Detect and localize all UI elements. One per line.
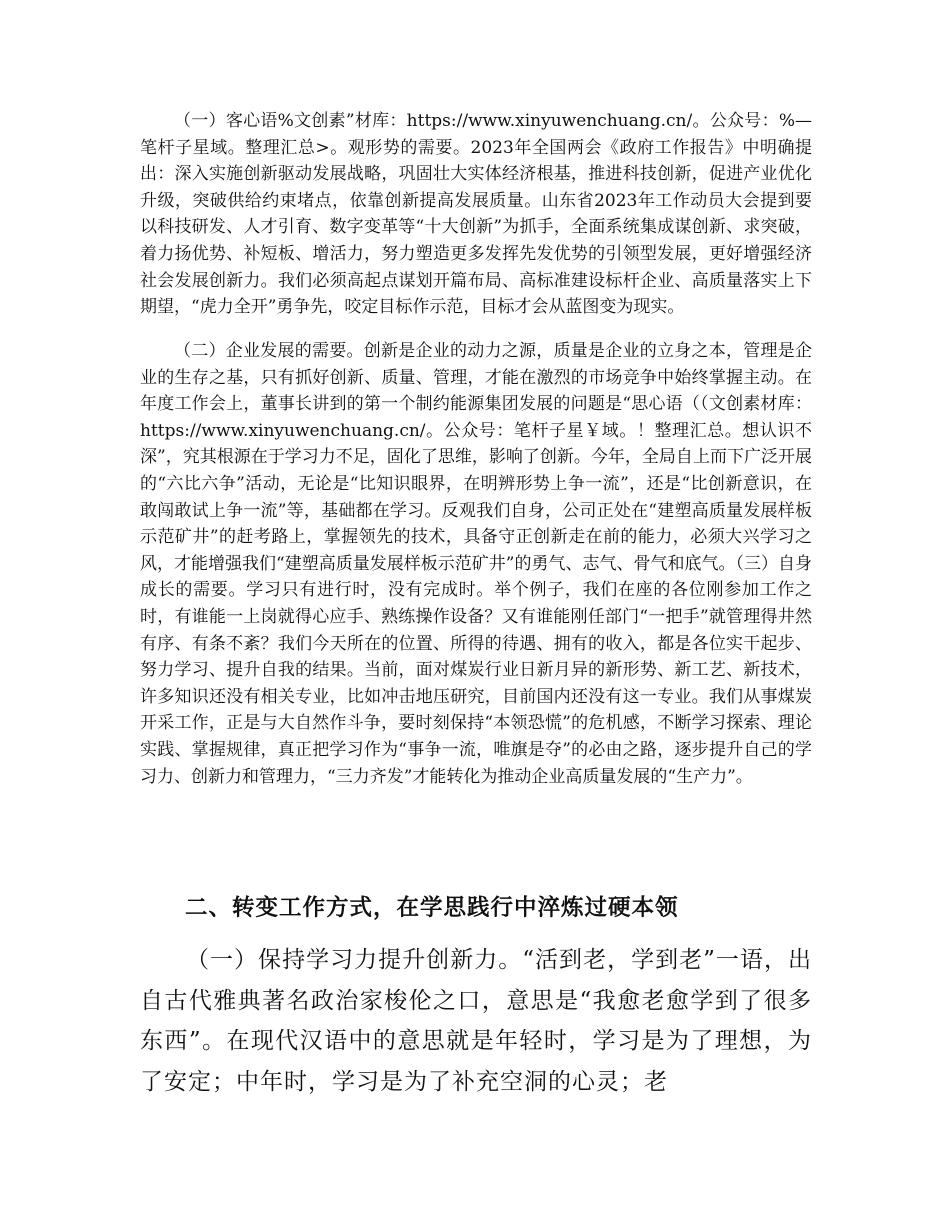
paragraph-learning-innovation: （一）保持学习力提升创新力。“活到老，学到老”一语，出自古代雅典著名政治家梭伦之口，意思是“我愈老愈学到了很多东西”。在现代汉语中的意思就是年轻时，学习是为了理想，为了安定；中年时，学习是为了补充空洞的心灵；老 xyxy=(140,947,812,1095)
paragraph-enterprise-need: （二）企业发展的需要。创新是企业的动力之源，质量是企业的立身之本，管理是企业的生存之基，只有抓好创新、质量、管理，才能在激烈的市场竞争中始终掌握主动。在年度工作会上，董事长讲到的第一个制约能源集团发展的问题是“思心语（（文创素材库：https://www.xinyuwenchuang.cn/。公众号：笔杆子星￥域。！整理汇总。想认识不深”，究其根源在于学习力不足，固化了思维，影响了创新。今年，全局自上而下广泛开展的“六比六争”活动，无论是“比知识眼界，在明辨形势上争一流”，还是“比创新意识，在敢闯敢试上争一流”等，基础都在学习。反观我们自身，公司正处在“建塑高质量发展样板示范矿井”的赶考路上，掌握领先的技术，具备守正创新走在前的能力，必须大兴学习之风，才能增强我们“建塑高质量发展样板示范矿井”的勇气、志气、骨气和底气。（三）自身成长的需要。学习只有进行时，没有完成时。举个例子，我们在座的各位刚参加工作之时，有谁能一上岗就得心应手、熟练操作设备？又有谁能刚任部门“一把手”就管理得井然有序、有条不紊？我们今天所在的位置、所得的待遇、拥有的收入，都是各位实干起步、努力学习、提升自我的结果。当前，面对煤炭行业日新月异的新形势、新工艺、新技术，许多知识还没有相关专业，比如冲击地压研究，目前国内还没有这一专业。我们从事煤炭开采工作，正是与大自然作斗争，要时刻保持“本领恐慌”的危机感，不断学习探索、理论实践、掌握规律，真正把学习作为“事争一流，唯旗是夺”的必由之路，逐步提升自己的学习力、创新力和管理力，“三力齐发”才能转化为推动企业高质量发展的“生产力”。 xyxy=(140,341,812,787)
section-heading: 二、转变工作方式，在学思践行中淬炼过硬本领 xyxy=(185,895,679,921)
paragraph-situation-need: （一）客心语%文创素”材库：https://www.xinyuwenchuang.cn/。公众号：%—笔杆子星域。整理汇总>。观形势的需要。2023年全国两会《政府工作报告》中明确提出：深入实施创新驱动发展战略，巩固壮大实体经济根基，推进科技创新，促进产业优化升级，突破供给约束堵点，依靠创新提高发展质量。山东省2023年工作动员大会提到要以科技研发、人才引育、数字变革等“十大创新”为抓手，全面系统集成谋创新、求突破，着力扬优势、补短板、增活力，努力塑造更多发挥先发优势的引领型发展，更好增强经济社会发展创新力。我们必须高起点谋划开篇布局、高标准建设标杆企业、高质量落实上下期望，“虎力全开”勇争先，咬定目标作示范，目标才会从蓝图变为现实。 xyxy=(140,111,812,318)
